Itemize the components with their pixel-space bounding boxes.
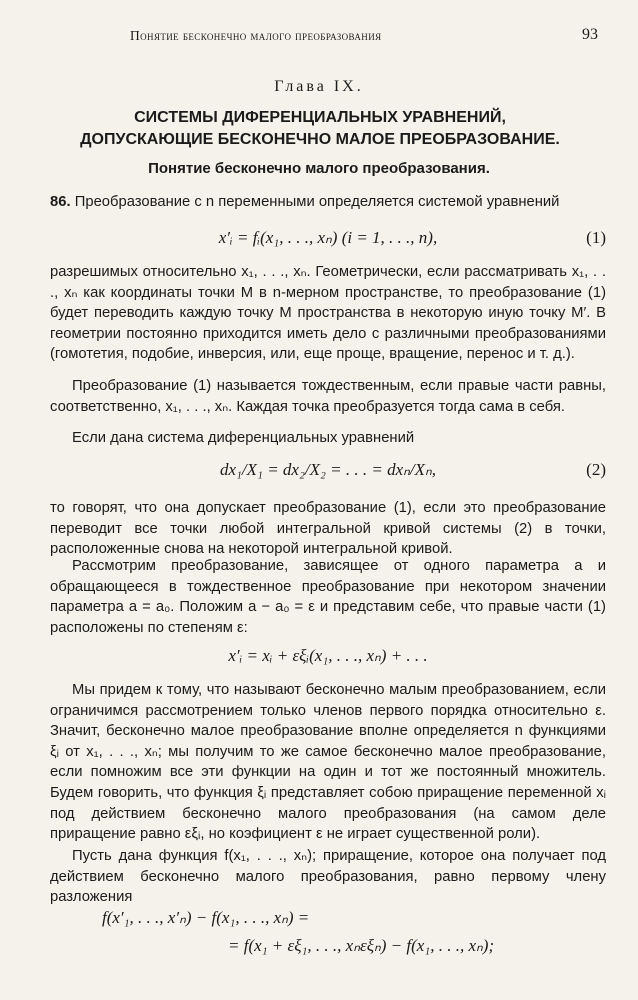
paragraph-infinitesimal: Мы придем к тому, что называют бесконечно малым преобразованием, если ограничимся рассмотрением только членов первого порядка относительно ε. Значит, бесконечно малое преобразование вполне определяется n функциями ξᵢ от x₁, . . ., xₙ; мы получим то же самое бесконечно малое преобразование, если помножим все эти функции на один и тот же постоянный множитель. Будем говорить, что функция ξᵢ представляет собою приращение переменной xᵢ под действием бесконечно малого преобразования (на самом деле приращение равно εξᵢ, но коэфициент ε не играет существенной роли). — [50, 682, 606, 843]
equation-2-tag: (2) — [586, 460, 606, 479]
equation-4-line-1 — [50, 908, 606, 932]
equation-1-body: x′ᵢ = fᵢ(x₁, . . ., xₙ) (i = 1, . . ., n), — [218, 228, 438, 247]
paragraph-86 — [50, 192, 606, 213]
equation-4-line-1-body: f(x′₁, . . ., x′ₙ) − f(x₁, . . ., xₙ) = — [102, 908, 310, 927]
equation-3 — [50, 646, 606, 670]
equation-2 — [50, 460, 606, 484]
paragraph-parameter: Рассмотрим преобразование, зависящее от одного параметра a и обращающееся в тождественное преобразование при некотором значении параметра a = a₀. Положим a − a₀ = ε и представим себе, что правые части (1) расположены по степеням ε: — [50, 558, 606, 636]
equation-4-line-2-body: = f(x₁ + εξ₁, . . ., xₙεξₙ) − f(x₁, . . ., xₙ); — [228, 936, 495, 955]
running-header: Понятие бесконечно малого преобразования — [130, 28, 382, 43]
paragraph-function: Пусть дана функция f(x₁, . . ., xₙ); приращение, которое она получает под действием бесконечно малого преобразования, равно первому члену разложения — [50, 848, 606, 906]
section-title: Понятие бесконечно малого преобразования. — [148, 160, 490, 177]
chapter-title-line-1: СИСТЕМЫ ДИФЕРЕНЦИАЛЬНЫХ УРАВНЕНИЙ, — [134, 109, 506, 126]
page-number: 93 — [582, 26, 598, 43]
equation-1-tag: (1) — [586, 228, 606, 247]
paragraph-admits: то говорят, что она допускает преобразование (1), если это преобразование переводит все точки любой интегральной кривой системы (2) в точки, расположенные снова на некоторой интегральной кривой. — [50, 500, 606, 558]
paragraph-system-intro: Если дана система диференциальных уравнений — [72, 430, 415, 446]
chapter-title — [30, 107, 610, 151]
paragraph-86-text: Преобразование с n переменными определяется системой уравнений — [74, 194, 560, 210]
chapter-label: Глава IX. — [274, 78, 364, 95]
equation-1 — [50, 228, 606, 252]
equation-2-body: dx₁/X₁ = dx₂/X₂ = . . . = dxₙ/Xₙ, — [219, 460, 437, 479]
paragraph-identity: Преобразование (1) называется тождественным, если правые части равны, соответственно, x₁, . . ., xₙ. Каждая точка преобразуется тогда сама в себя. — [50, 378, 606, 415]
equation-3-body: x′ᵢ = xᵢ + εξᵢ(x₁, . . ., xₙ) + . . . — [228, 646, 428, 665]
paragraph-number: 86. — [50, 194, 71, 210]
paragraph-geometry: разрешимых относительно x₁, . . ., xₙ. Геометрически, если рассматривать x₁, . . ., xₙ как координаты точки M в n-мерном пространстве, то преобразование (1) будет переводить каждую точку M пространства в некоторую иную точку M′. В геометрии постоянно приходится иметь дело с различными преобразованиями (гомотетия, подобие, инверсия, или, еще проще, вращение, перенос и т. д.). — [50, 264, 606, 363]
chapter-title-line-2: ДОПУСКАЮЩИЕ БЕСКОНЕЧНО МАЛОЕ ПРЕОБРАЗОВАНИЕ. — [80, 131, 560, 148]
equation-4-line-2 — [50, 936, 606, 960]
